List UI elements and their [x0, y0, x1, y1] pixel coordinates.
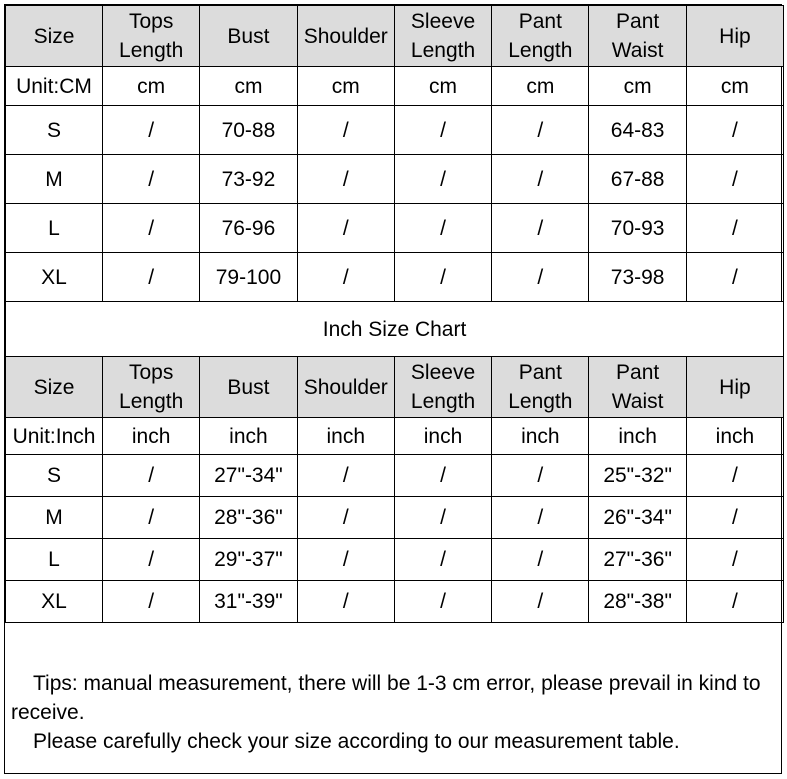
- table-cell-text: 31"-39": [214, 590, 283, 613]
- table-row: [6, 581, 784, 623]
- table-row: [6, 497, 784, 539]
- table-cell: [6, 253, 103, 302]
- table-cell-text: 73-98: [610, 265, 665, 289]
- table-cell-text: /: [537, 265, 544, 289]
- table-cell-text: /: [732, 590, 738, 613]
- table-cell-text: /: [732, 167, 738, 191]
- table-cell: [297, 497, 394, 539]
- column-header-text: Shoulder: [303, 24, 388, 48]
- table-cell-text: /: [537, 118, 544, 142]
- table-cell: [686, 155, 783, 204]
- table-cell: [6, 455, 103, 497]
- table-cell: [589, 253, 686, 302]
- table-cell-text: /: [440, 265, 446, 289]
- unit-cell: [297, 418, 394, 455]
- unit-cell: [589, 67, 686, 106]
- table-cell: [492, 155, 589, 204]
- table-cell-text: /: [148, 216, 155, 240]
- table-row: [6, 455, 784, 497]
- table-cell: [394, 497, 491, 539]
- column-header-text: Bust: [227, 24, 270, 48]
- table-cell: [103, 455, 200, 497]
- table-cell-text: /: [342, 548, 349, 571]
- table-cell: [297, 155, 394, 204]
- table-cell-text: /: [732, 265, 738, 289]
- table-cell-text: /: [342, 464, 349, 487]
- column-header-text: Length: [508, 390, 573, 413]
- table-cell: [394, 106, 491, 155]
- table-cell-text: 76-96: [221, 216, 276, 240]
- table-cell: [492, 455, 589, 497]
- table-cell: [103, 155, 200, 204]
- table-cell-text: /: [440, 506, 446, 529]
- table-cell-text: 64-83: [610, 118, 665, 142]
- size-table: [5, 5, 784, 623]
- table-cell: [686, 204, 783, 253]
- table-cell: [589, 106, 686, 155]
- table-cell: [297, 106, 394, 155]
- column-header-text: Sleeve: [410, 10, 476, 33]
- tips-measurement-note: Tips: manual measurement, there will be 1-3 cm error, please prevail in kind to receive.: [11, 672, 761, 724]
- table-cell: [492, 253, 589, 302]
- table-cell-text: /: [342, 265, 349, 289]
- column-header: [200, 6, 297, 67]
- column-header-text: Tops: [128, 10, 174, 33]
- column-header-text: Shoulder: [303, 375, 388, 399]
- table-cell-text: /: [342, 506, 349, 529]
- table-cell: [103, 204, 200, 253]
- table-cell: [6, 539, 103, 581]
- size-table-body: [6, 6, 784, 623]
- column-header: [492, 357, 589, 418]
- unit-cell: [297, 67, 394, 106]
- unit-cell-text: cm: [137, 74, 166, 98]
- table-cell-text: /: [732, 548, 738, 571]
- table-row: [6, 155, 784, 204]
- column-header: [297, 357, 394, 418]
- column-header-text: Pant: [616, 361, 660, 384]
- table-cell-text: /: [537, 167, 544, 191]
- column-header-text: Length: [410, 390, 476, 413]
- column-header-text: Size: [33, 24, 75, 48]
- column-header-text: Size: [33, 375, 75, 399]
- table-cell: [103, 581, 200, 623]
- table-cell: [103, 253, 200, 302]
- unit-cell-text: Unit:Inch: [12, 424, 96, 448]
- table-cell-text: L: [48, 216, 60, 240]
- table-cell-text: /: [537, 548, 544, 571]
- table-cell: [103, 106, 200, 155]
- unit-cell-text: inch: [229, 424, 268, 448]
- tips-section: [9, 645, 787, 779]
- table-row: [6, 204, 784, 253]
- header-row: [6, 357, 784, 418]
- unit-cell-text: inch: [131, 424, 171, 448]
- column-header-text: Bust: [227, 375, 270, 399]
- unit-cell-text: cm: [234, 74, 263, 98]
- column-header-text: Tops: [128, 361, 174, 384]
- table-cell-text: /: [342, 216, 349, 240]
- column-header-text: Length: [119, 39, 184, 62]
- table-cell: [589, 497, 686, 539]
- table-cell-text: S: [46, 464, 61, 487]
- column-header-text: Pant: [518, 361, 562, 384]
- table-cell: [200, 455, 297, 497]
- column-header-text: Pant: [616, 10, 660, 33]
- column-header-text: Pant: [518, 10, 562, 33]
- table-cell-text: /: [148, 265, 155, 289]
- table-cell: [297, 539, 394, 581]
- unit-cell: [686, 67, 783, 106]
- unit-row: [6, 67, 784, 106]
- column-header-text: Waist: [611, 39, 664, 62]
- table-cell-text: XL: [41, 265, 67, 289]
- table-cell: [492, 581, 589, 623]
- table-cell-text: /: [148, 548, 155, 571]
- column-header: [686, 6, 783, 67]
- table-cell: [200, 581, 297, 623]
- unit-cell: [103, 67, 200, 106]
- column-header-text: Hip: [719, 24, 751, 48]
- unit-cell: [492, 418, 589, 455]
- table-cell-text: /: [440, 590, 446, 613]
- table-cell-text: XL: [41, 590, 67, 613]
- table-cell: [589, 581, 686, 623]
- unit-cell: [394, 67, 491, 106]
- table-cell-text: /: [342, 590, 349, 613]
- table-cell: [200, 204, 297, 253]
- unit-cell-text: Unit:CM: [16, 74, 92, 98]
- size-chart: [4, 4, 782, 774]
- column-header-text: Waist: [611, 390, 664, 413]
- table-cell-text: /: [342, 167, 349, 191]
- table-cell: [686, 455, 783, 497]
- table-cell: [686, 581, 783, 623]
- unit-cell: [394, 418, 491, 455]
- column-header: [103, 6, 200, 67]
- unit-row: [6, 418, 784, 455]
- table-cell-text: /: [148, 118, 155, 142]
- unit-cell-text: inch: [521, 424, 560, 448]
- table-cell: [103, 539, 200, 581]
- table-cell: [6, 204, 103, 253]
- table-cell: [6, 155, 103, 204]
- table-cell: [492, 106, 589, 155]
- unit-cell: [200, 418, 297, 455]
- table-cell: [492, 204, 589, 253]
- table-cell: [6, 106, 103, 155]
- header-row: [6, 6, 784, 67]
- table-cell: [297, 204, 394, 253]
- table-cell-text: /: [440, 464, 446, 487]
- table-cell-text: /: [732, 216, 738, 240]
- table-cell: [200, 497, 297, 539]
- table-cell: [589, 155, 686, 204]
- column-header: [492, 6, 589, 67]
- table-cell: [686, 253, 783, 302]
- table-cell-text: /: [537, 590, 544, 613]
- table-cell-text: /: [537, 216, 544, 240]
- table-cell: [686, 539, 783, 581]
- table-cell-text: /: [440, 548, 446, 571]
- table-cell-text: M: [45, 167, 63, 191]
- table-cell-text: /: [342, 118, 349, 142]
- unit-cell: [589, 418, 686, 455]
- unit-cell-text: cm: [429, 74, 458, 98]
- column-header-text: Length: [508, 39, 573, 62]
- unit-cell-text: cm: [720, 74, 749, 98]
- table-cell-text: /: [148, 590, 155, 613]
- table-cell: [589, 539, 686, 581]
- table-cell: [686, 497, 783, 539]
- unit-cell-text: cm: [526, 74, 555, 98]
- table-cell-text: /: [732, 464, 738, 487]
- table-cell-text: M: [45, 506, 63, 529]
- table-row: [6, 106, 784, 155]
- table-cell: [589, 455, 686, 497]
- unit-cell: [103, 418, 200, 455]
- table-cell: [589, 204, 686, 253]
- table-cell-text: 25"-32": [603, 464, 672, 487]
- table-cell: [200, 155, 297, 204]
- table-cell-text: 28"-38": [603, 590, 672, 613]
- table-cell-text: L: [48, 548, 60, 571]
- table-cell-text: 70-93: [610, 216, 665, 240]
- table-cell-text: 27"-34": [214, 464, 283, 487]
- unit-cell-text: inch: [715, 424, 755, 448]
- table-cell-text: 70-88: [221, 118, 276, 142]
- table-cell: [200, 539, 297, 581]
- table-cell-text: 79-100: [215, 265, 282, 289]
- table-cell: [394, 455, 491, 497]
- column-header: [589, 6, 686, 67]
- table-cell: [297, 581, 394, 623]
- column-header: [589, 357, 686, 418]
- table-cell-text: 28"-36": [214, 506, 283, 529]
- column-header-text: Length: [410, 39, 476, 62]
- table-cell: [297, 455, 394, 497]
- column-header: [394, 6, 491, 67]
- column-header: [686, 357, 783, 418]
- inch-chart-title-row: [6, 302, 784, 357]
- table-row: [6, 539, 784, 581]
- table-cell-text: 27"-36": [603, 548, 672, 571]
- table-cell: [297, 253, 394, 302]
- table-cell-text: 29"-37": [214, 548, 283, 571]
- table-cell-text: 73-92: [221, 167, 276, 191]
- table-cell-text: S: [46, 118, 61, 142]
- column-header-text: Sleeve: [410, 361, 476, 384]
- table-cell-text: /: [732, 118, 738, 142]
- table-cell: [394, 539, 491, 581]
- table-cell-text: /: [148, 464, 155, 487]
- table-cell-text: /: [440, 216, 446, 240]
- table-cell-text: /: [148, 506, 155, 529]
- column-header: [6, 6, 103, 67]
- unit-cell: [200, 67, 297, 106]
- column-header: [103, 357, 200, 418]
- table-cell-text: /: [440, 167, 446, 191]
- table-cell: [103, 497, 200, 539]
- table-cell: [492, 539, 589, 581]
- table-cell: [686, 106, 783, 155]
- column-header: [297, 6, 394, 67]
- table-row: [6, 253, 784, 302]
- unit-cell: [6, 67, 103, 106]
- table-cell: [6, 581, 103, 623]
- table-cell-text: /: [148, 167, 155, 191]
- tips-check-size-note: Please carefully check your size according to our measurement table.: [33, 730, 680, 753]
- table-cell: [394, 581, 491, 623]
- table-cell: [6, 497, 103, 539]
- column-header: [394, 357, 491, 418]
- unit-cell-text: inch: [618, 424, 657, 448]
- table-cell: [394, 155, 491, 204]
- table-cell-text: /: [732, 506, 738, 529]
- table-cell: [200, 253, 297, 302]
- unit-cell: [492, 67, 589, 106]
- inch-chart-title: Inch Size Chart: [6, 302, 784, 357]
- table-cell-text: 26"-34": [603, 506, 672, 529]
- column-header-text: Hip: [719, 375, 751, 399]
- table-cell-text: /: [537, 506, 544, 529]
- unit-cell-text: inch: [423, 424, 463, 448]
- table-cell-text: /: [440, 118, 446, 142]
- column-header: [6, 357, 103, 418]
- unit-cell: [6, 418, 103, 455]
- table-cell: [200, 106, 297, 155]
- table-cell: [492, 497, 589, 539]
- unit-cell-text: cm: [623, 74, 652, 98]
- table-cell-text: 67-88: [610, 167, 665, 191]
- table-cell: [394, 253, 491, 302]
- table-cell: [394, 204, 491, 253]
- table-cell-text: /: [537, 464, 544, 487]
- unit-cell: [686, 418, 783, 455]
- unit-cell-text: cm: [331, 74, 360, 98]
- unit-cell-text: inch: [326, 424, 365, 448]
- column-header: [200, 357, 297, 418]
- column-header-text: Length: [119, 390, 184, 413]
